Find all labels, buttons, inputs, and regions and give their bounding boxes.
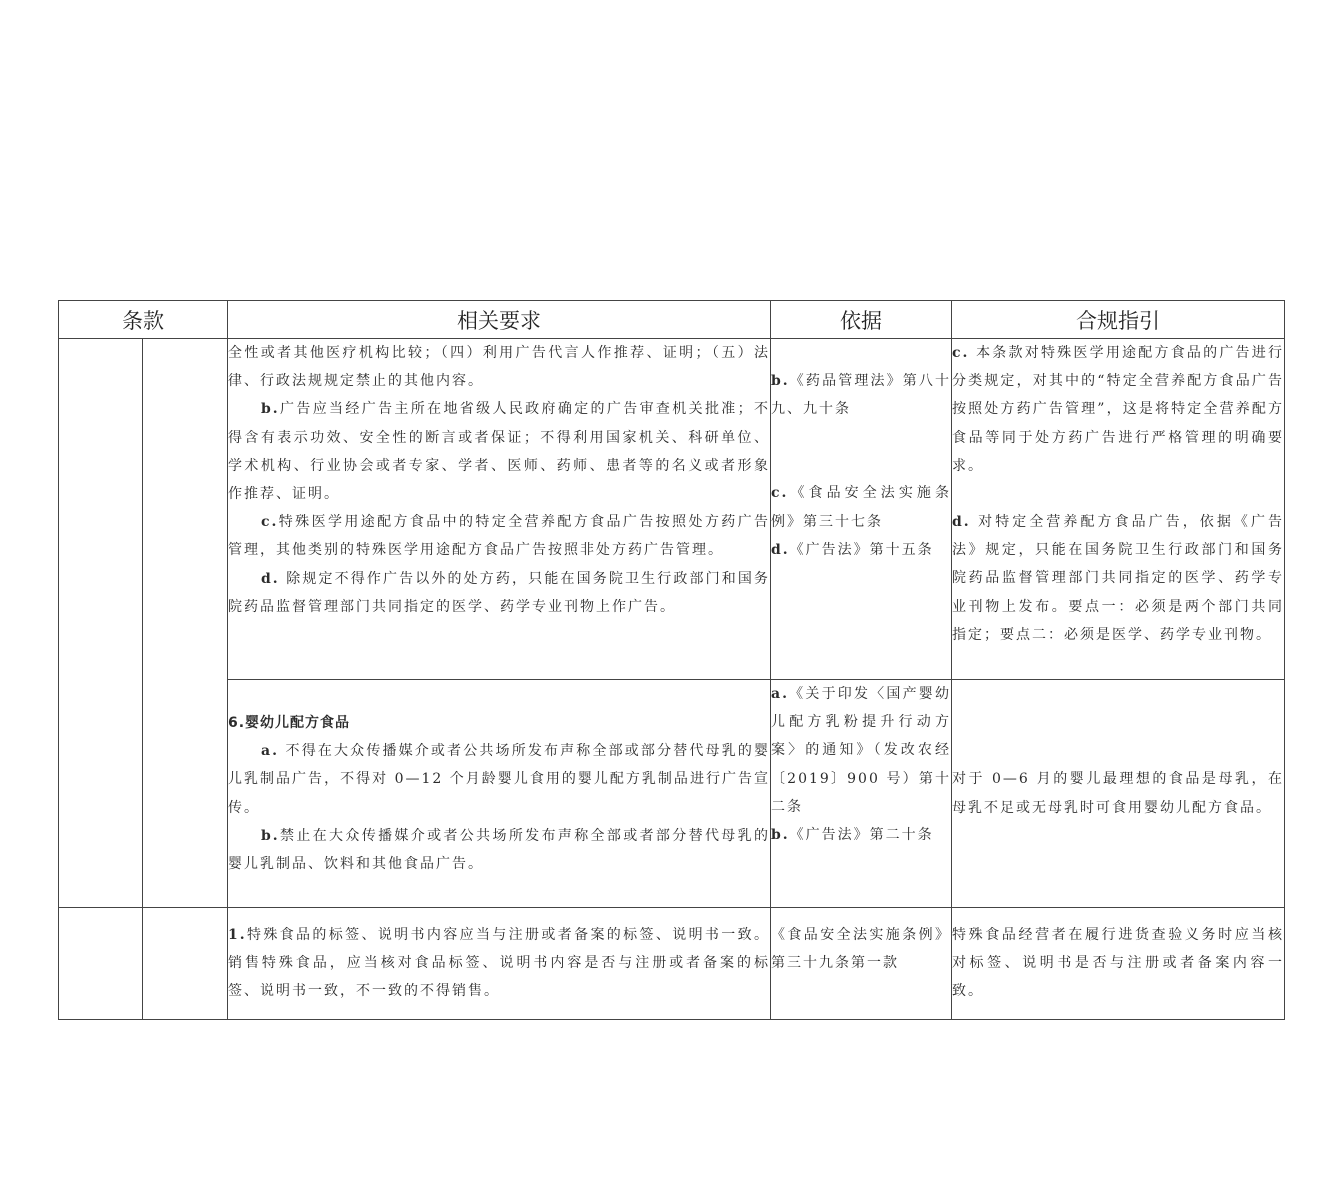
header-requirements: 相关要求 — [228, 301, 771, 339]
basis-cell — [771, 339, 952, 680]
requirements-cell — [228, 908, 771, 1020]
guidance-cell — [952, 680, 1285, 908]
header-guidance: 合规指引 — [952, 301, 1285, 339]
guidance-text: 特殊食品经营者在履行进货查验义务时应当核对标签、说明书是否与注册或者备案内容一致。 — [952, 927, 1284, 1000]
basis-item-d: d.《广告法》第十五条 — [771, 541, 934, 558]
requirement-text: 全性或者其他医疗机构比较；（四）利用广告代言人作推荐、证明；（五）法律、行政法规规定禁止的其他内容。 — [228, 345, 770, 390]
guidance-item-c: c. 本条款对特殊医学用途配方食品的广告进行分类规定，对其中的“特定全营养配方食品广告按照处方药广告管理”，这是将特定全营养配方食品等同于处方药广告进行严格管理的明确要求。 — [952, 345, 1284, 474]
basis-item-a: a.《关于印发〈国产婴幼儿配方乳粉提升行动方案〉的通知》（发改农经〔2019〕900 号）第十二条 — [771, 686, 951, 815]
table-row — [59, 339, 1285, 680]
basis-item-b: b.《药品管理法》第八十九、九十条 — [771, 373, 951, 418]
requirement-item-1: 1.特殊食品的标签、说明书内容应当与注册或者备案的标签、说明书一致。销售特殊食品，应当核对食品标签、说明书内容是否与注册或者备案的标签、说明书一致，不一致的不得销售。 — [228, 927, 770, 1000]
basis-item-c: c.《食品安全法实施条例》第三十七条 — [771, 485, 951, 530]
requirement-item-b: b.禁止在大众传播媒介或者公共场所发布声称全部或者部分替代母乳的婴儿乳制品、饮料和其他食品广告。 — [228, 827, 770, 872]
requirements-cell — [228, 339, 771, 680]
clause-cell-inner — [143, 908, 228, 1020]
clause-cell-outer — [59, 339, 143, 908]
requirements-cell — [228, 680, 771, 908]
section-title: 6.婴幼儿配方食品 — [228, 714, 351, 731]
basis-cell — [771, 680, 952, 908]
guidance-cell — [952, 339, 1285, 680]
clause-cell-inner — [143, 339, 228, 908]
basis-cell — [771, 908, 952, 1020]
requirement-item-a: a. 不得在大众传播媒介或者公共场所发布声称全部或部分替代母乳的婴儿乳制品广告，不得对 0—12 个月龄婴儿食用的婴儿配方乳制品进行广告宣传。 — [228, 743, 770, 816]
table-row — [59, 680, 1285, 908]
header-basis: 依据 — [771, 301, 952, 339]
guidance-item-d: d. 对特定全营养配方食品广告，依据《广告法》规定，只能在国务院卫生行政部门和国务院药品监督管理部门共同指定的医学、药学专业刊物上发布。要点一：必须是两个部门共同指定；要点二：必须是医学、药学专业刊物。 — [952, 514, 1284, 643]
requirement-item-b: b.广告应当经广告主所在地省级人民政府确定的广告审查机关批准；不得含有表示功效、安全性的断言或者保证；不得利用国家机关、科研单位、学术机构、行业协会或者专家、学者、医师、药师、患者等的名义或者形象作推荐、证明。 — [228, 401, 770, 503]
guidance-text: 对于 0—6 月的婴儿最理想的食品是母乳，在母乳不足或无母乳时可食用婴幼儿配方食品。 — [952, 771, 1284, 816]
guidance-cell — [952, 908, 1285, 1020]
requirement-item-d: d. 除规定不得作广告以外的处方药，只能在国务院卫生行政部门和国务院药品监督管理部门共同指定的医学、药学专业刊物上作广告。 — [228, 570, 770, 615]
basis-item-b: b.《广告法》第二十条 — [771, 827, 934, 844]
table-row — [59, 908, 1285, 1020]
regulation-table — [58, 300, 1285, 1020]
basis-text: 《食品安全法实施条例》第三十九条第一款 — [771, 927, 951, 972]
header-row — [59, 301, 1285, 339]
requirement-item-c: c.特殊医学用途配方食品中的特定全营养配方食品广告按照处方药广告管理，其他类别的特殊医学用途配方食品广告按照非处方药广告管理。 — [228, 514, 770, 559]
clause-cell-outer — [59, 908, 143, 1020]
header-clause: 条款 — [59, 301, 228, 339]
